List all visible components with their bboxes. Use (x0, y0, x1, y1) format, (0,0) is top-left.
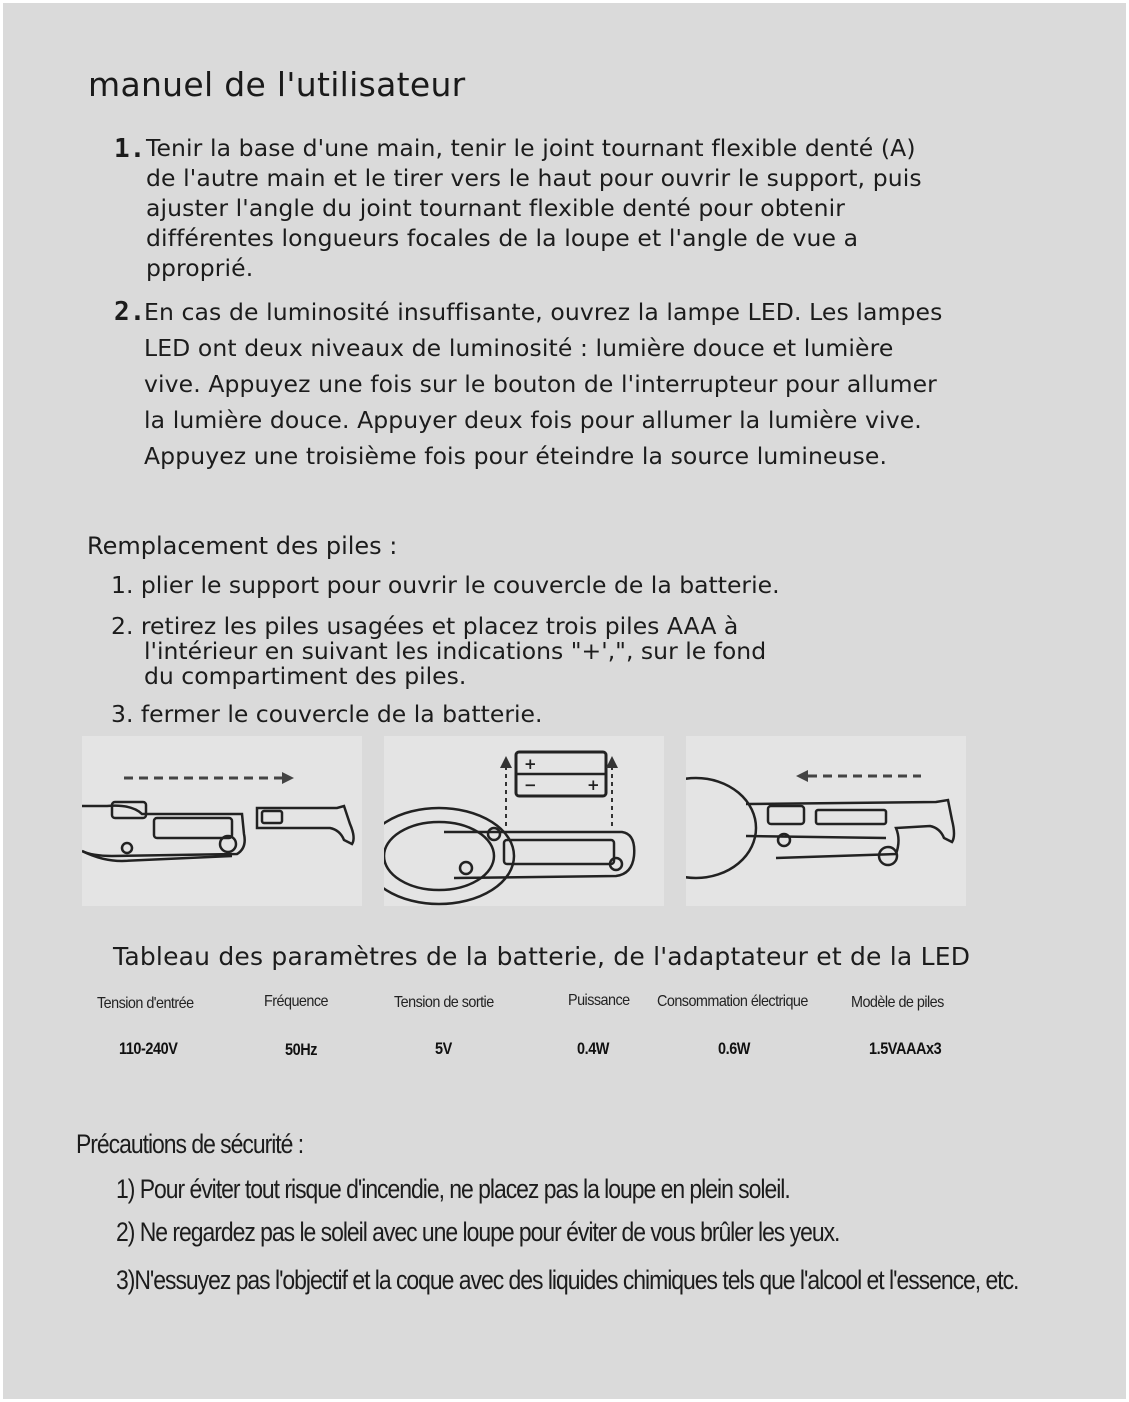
step-2-line-1: En cas de luminosité insuffisante, ouvrez la lampe LED. Les lampes (144, 298, 943, 326)
battery-sign-2: − (524, 776, 537, 794)
safety-item-3: 3)N'essuyez pas l'objectif et la coque avec des liquides chimiques tels que l'alcool et l'essence, etc. (116, 1265, 1019, 1295)
safety-item-2: 2) Ne regardez pas le soleil avec une loupe pour éviter de vous brûler les yeux. (116, 1217, 840, 1247)
step-1-line-5: pproprié. (146, 254, 254, 282)
table-header-output-voltage: Tension de sortie (394, 994, 494, 1011)
step-2-number: 2. (114, 297, 146, 327)
arrow-right-icon (124, 772, 294, 784)
illustration-open-cover (82, 736, 362, 906)
step-1-line-1: Tenir la base d'une main, tenir le joint tournant flexible denté (A) (146, 134, 916, 162)
step-2-line-3: vive. Appuyez une fois sur le bouton de l'interrupteur pour allumer (144, 370, 937, 398)
safety-heading: Précautions de sécurité : (76, 1129, 304, 1159)
illustration-insert-batteries (384, 736, 664, 906)
battery-step-3: 3. fermer le couvercle de la batterie. (111, 700, 543, 728)
table-value-output-voltage: 5V (435, 1039, 452, 1058)
table-value-consumption: 0.6W (718, 1039, 751, 1058)
table-value-frequency: 50Hz (285, 1040, 318, 1059)
table-title: Tableau des paramètres de la batterie, de l'adaptateur et de la LED (113, 942, 971, 971)
table-header-power: Puissance (568, 992, 630, 1009)
table-value-battery-model: 1.5VAAAx3 (869, 1039, 942, 1058)
arrow-left-icon (796, 770, 921, 782)
battery-step-2-line-2: l'intérieur en suivant les indications "+',", sur le fond (144, 637, 767, 665)
step-1-line-2: de l'autre main et le tirer vers le haut pour ouvrir le support, puis (146, 164, 922, 192)
manual-page (3, 3, 1126, 1399)
battery-step-2-line-1: 2. retirez les piles usagées et placez trois piles AAA à (111, 612, 739, 640)
table-header-consumption: Consommation électrique (657, 993, 808, 1010)
battery-sign-1: + (524, 755, 537, 773)
battery-heading: Remplacement des piles : (87, 532, 398, 560)
battery-step-1: 1. plier le support pour ouvrir le couvercle de la batterie. (111, 571, 780, 599)
step-1-number: 1. (114, 134, 146, 164)
battery-step-2-line-3: du compartiment des piles. (144, 662, 467, 690)
safety-item-1: 1) Pour éviter tout risque d'incendie, ne placez pas la loupe en plein soleil. (116, 1174, 790, 1204)
battery-sign-3: + (587, 776, 600, 794)
table-header-battery-model: Modèle de piles (851, 994, 944, 1011)
illustration-close-cover (686, 736, 966, 906)
step-1-line-4: différentes longueurs focales de la loupe et l'angle de vue a (146, 224, 859, 252)
step-2-line-4: la lumière douce. Appuyer deux fois pour allumer la lumière vive. (144, 406, 922, 434)
table-header-frequency: Fréquence (264, 993, 328, 1010)
table-value-input-voltage: 110-240V (119, 1039, 178, 1058)
step-2-line-2: LED ont deux niveaux de luminosité : lumière douce et lumière (144, 334, 894, 362)
step-1-line-3: ajuster l'angle du joint tournant flexible denté pour obtenir (146, 194, 845, 222)
page-title: manuel de l'utilisateur (88, 65, 466, 104)
table-header-input-voltage: Tension d'entrée (97, 995, 194, 1012)
step-2-line-5: Appuyez une troisième fois pour éteindre la source lumineuse. (144, 442, 888, 470)
table-value-power: 0.4W (577, 1039, 610, 1058)
